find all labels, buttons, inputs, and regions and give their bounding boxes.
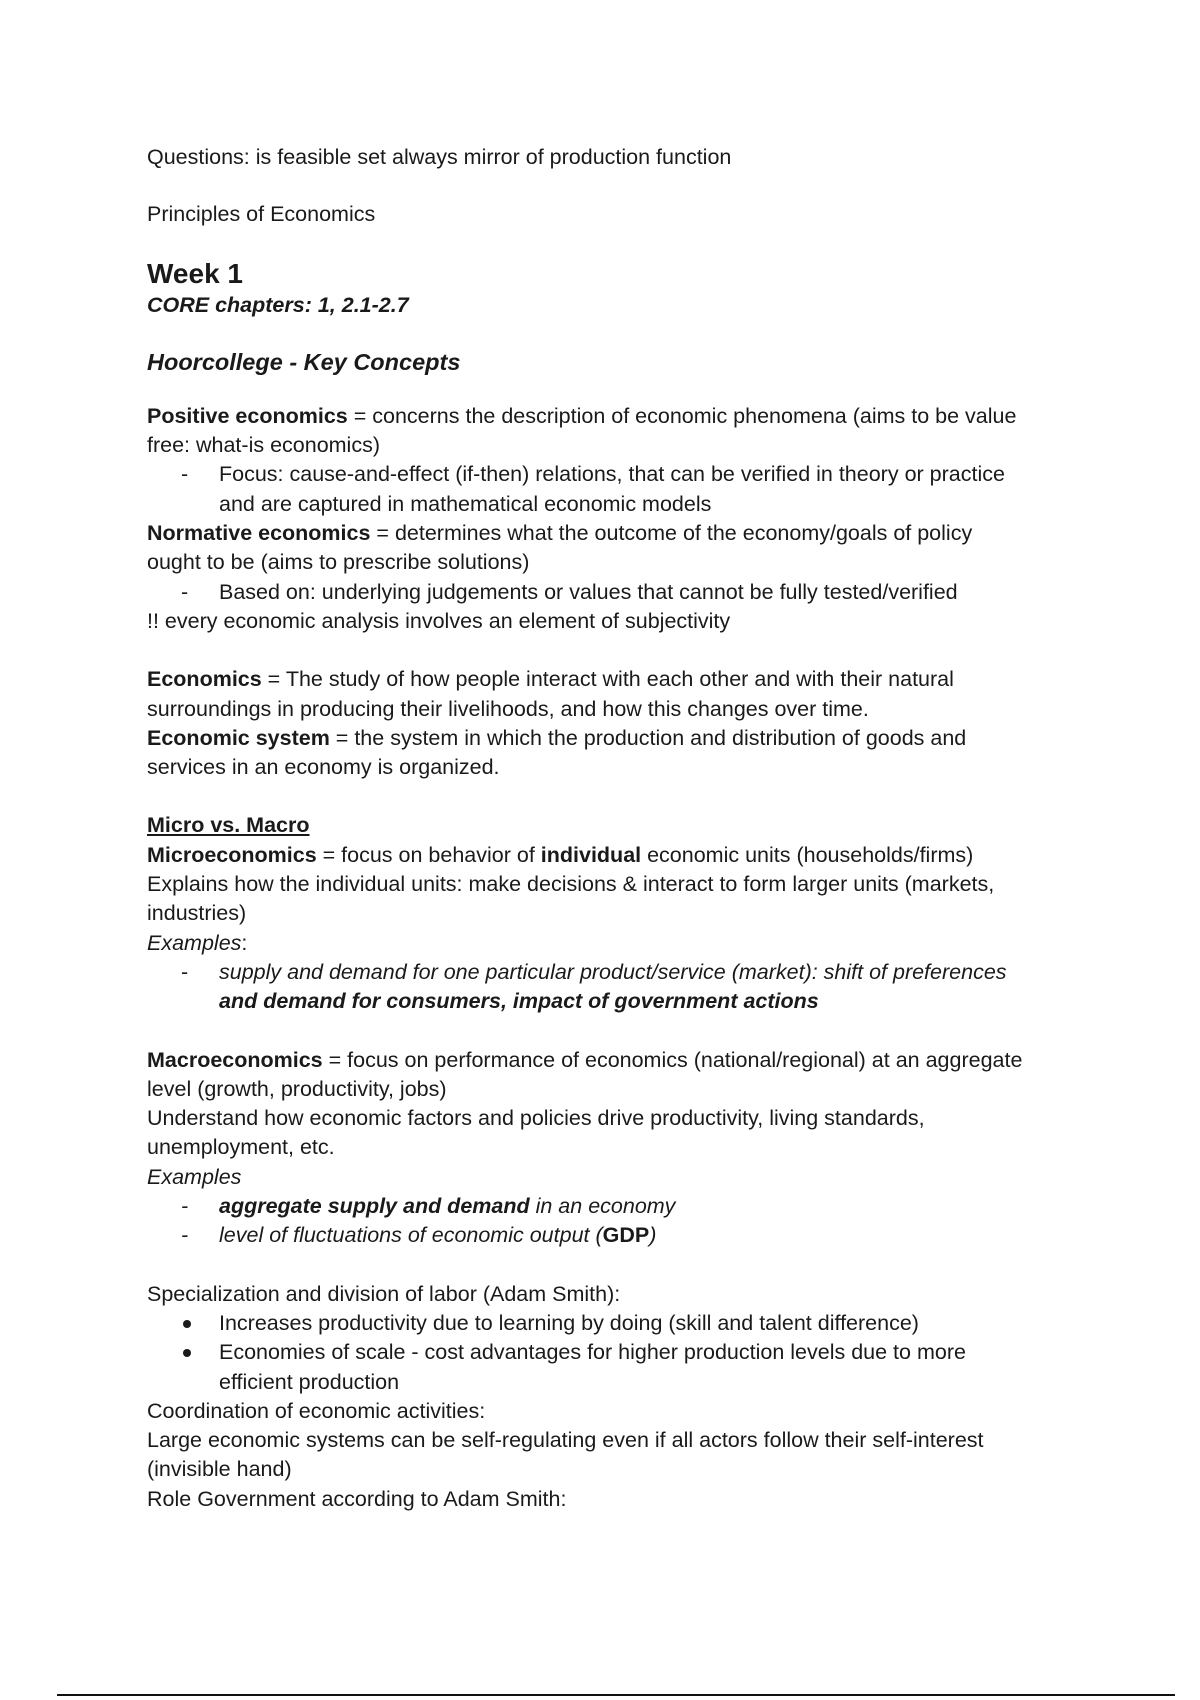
micro-examples-label-text: Examples	[147, 930, 242, 955]
coordination-line-2: (invisible hand)	[147, 1457, 292, 1482]
specialization-bullet-1-text: Increases productivity due to learning by doing (skill and talent difference)	[219, 1310, 919, 1335]
normative-def-1: = determines what the outcome of the economy/goals of policy	[370, 521, 973, 546]
micro-examples-label	[147, 929, 1067, 958]
coordination-heading: Coordination of economic activities:	[147, 1398, 486, 1423]
micro-example-1: supply and demand for one particular product/service (market): shift of preferences	[219, 959, 1007, 984]
normative-def-line-1	[147, 519, 1067, 548]
macro-example-1	[147, 1192, 1067, 1221]
micro-example	[147, 958, 1067, 1017]
dash-marker: -	[181, 579, 189, 604]
specialization-bullet-1	[147, 1309, 1067, 1338]
macro-example-1-bold: aggregate supply and demand	[219, 1194, 530, 1219]
micro-def-a: = focus on behavior of	[316, 842, 541, 867]
positive-def-line-2: free: what-is economics)	[147, 433, 380, 458]
economics-term: Economics	[147, 667, 262, 692]
micro-explain-2: industries)	[147, 901, 247, 926]
subjectivity-note: !! every economic analysis involves an element of subjectivity	[147, 608, 731, 633]
dash-marker: -	[181, 959, 189, 984]
economic-system-def-1: = the system in which the production and distribution of goods and	[329, 725, 967, 750]
week-title: Week 1	[147, 257, 243, 289]
economic-system-term: Economic system	[147, 725, 330, 750]
macro-example-1-rest: in an economy	[529, 1194, 676, 1219]
normative-def-line-2: ought to be (aims to prescribe solutions)	[147, 550, 530, 575]
economics-def-line-2: surroundings in producing their livelihoods, and how this changes over time.	[147, 696, 869, 721]
normative-term: Normative economics	[147, 521, 371, 546]
role-government: Role Government according to Adam Smith:	[147, 1486, 567, 1511]
macro-example-2	[147, 1221, 1067, 1250]
positive-bullet-1: Focus: cause-and-effect (if-then) relations, that can be verified in theory or practice	[219, 462, 1005, 487]
dash-marker: -	[181, 1223, 189, 1248]
macro-term: Macroeconomics	[147, 1047, 323, 1072]
dash-marker: -	[181, 1194, 189, 1219]
bullet-dot-icon	[183, 1349, 191, 1357]
normative-bullet	[147, 578, 1067, 607]
macro-example-2-a: level of fluctuations of economic output (	[219, 1223, 603, 1248]
dash-marker: -	[181, 462, 189, 487]
core-chapters: CORE chapters: 1, 2.1-2.7	[147, 292, 409, 317]
micro-examples-colon: :	[241, 930, 248, 955]
macro-def-line-1	[147, 1046, 1067, 1075]
positive-bullet-2: and are captured in mathematical economic models	[219, 491, 712, 516]
bullet-dot-icon	[183, 1320, 191, 1328]
specialization-heading: Specialization and division of labor (Adam Smith):	[147, 1281, 621, 1306]
coordination-line-1: Large economic systems can be self-regulating even if all actors follow their self-interest	[147, 1428, 984, 1453]
micro-def-b: economic units (households/firms)	[641, 842, 974, 867]
macro-example-2-bold: GDP	[602, 1223, 650, 1248]
micro-example-2: and demand for consumers, impact of government actions	[219, 989, 819, 1014]
macro-def-line-2: level (growth, productivity, jobs)	[147, 1076, 447, 1101]
micro-def-bold: individual	[540, 842, 642, 867]
page-bottom-rule	[57, 1694, 1175, 1696]
section-key-concepts: Hoorcollege - Key Concepts	[147, 348, 461, 375]
specialization-bullet-2b: efficient production	[219, 1369, 400, 1394]
macro-explain-2: unemployment, etc.	[147, 1135, 335, 1160]
positive-def-1: = concerns the description of economic phenomena (aims to be value	[347, 403, 1017, 428]
questions-line: Questions: is feasible set always mirror of production function	[147, 145, 732, 169]
course-title: Principles of Economics	[147, 202, 376, 227]
positive-def-line-1	[147, 402, 1067, 431]
positive-bullet	[147, 460, 1067, 519]
micro-macro-heading-text: Micro vs. Macro	[147, 813, 310, 838]
specialization-bullet-2	[147, 1338, 1067, 1397]
macro-example-2-b: )	[649, 1223, 657, 1248]
micro-term: Microeconomics	[147, 842, 317, 867]
normative-bullet-1: Based on: underlying judgements or values that cannot be fully tested/verified	[219, 579, 958, 604]
economic-system-def-line-1	[147, 724, 1067, 753]
micro-explain-1: Explains how the individual units: make decisions & interact to form larger units (markets,	[147, 872, 995, 897]
document-body	[147, 0, 1067, 1514]
macro-def-1: = focus on performance of economics (national/regional) at an aggregate	[322, 1047, 1023, 1072]
specialization-bullet-2a: Economies of scale - cost advantages for higher production levels due to more	[219, 1340, 966, 1365]
economics-def-line-1	[147, 665, 1067, 694]
micro-macro-heading	[147, 811, 1067, 840]
macro-explain-1: Understand how economic factors and policies drive productivity, living standards,	[147, 1106, 925, 1131]
positive-term: Positive economics	[147, 403, 348, 428]
micro-def-line	[147, 841, 1067, 870]
economic-system-def-line-2: services in an economy is organized.	[147, 755, 500, 780]
macro-examples-label: Examples	[147, 1164, 242, 1189]
economics-def-1: = The study of how people interact with each other and with their natural	[261, 667, 954, 692]
